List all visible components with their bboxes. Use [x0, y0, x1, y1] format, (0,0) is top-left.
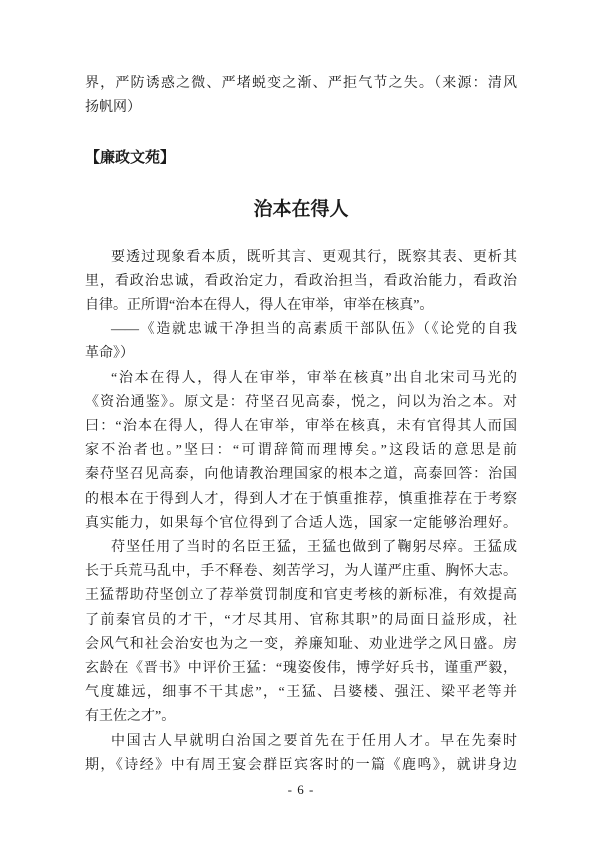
intro-paragraph [85, 72, 517, 120]
article-line: 有王佐之才”。 [85, 709, 176, 725]
article-line: 秦苻坚召见高泰，向他请教治理国家的根本之道，高泰回答：治国 [85, 467, 517, 483]
text-line: 界，严防诱惑之微、严堵蜕变之渐、严拒气节之失。（来源：清风 [85, 76, 517, 91]
article-line: 自律。正所谓“治本在得人，得人在审举，审举在核真”。 [85, 298, 434, 314]
article-line: 真实能力，如果每个官位得到了合适人选，国家一定能够治理好。 [85, 515, 517, 531]
article-line: 苻坚任用了当时的名臣王猛，王猛也做到了鞠躬尽瘁。王猛成 [111, 540, 517, 556]
article-title: 治本在得人 [253, 198, 349, 220]
article-line: 的根本在于得到人才，得到人才在于慎重推荐，慎重推荐在于考察 [85, 491, 517, 507]
article-line: 气度雄远，细事不干其虑”，“王猛、吕婆楼、强汪、梁平老等并 [85, 685, 517, 701]
article-line: 家不治者也。”坚曰：“可谓辞简而理博矣。”这段话的意思是前 [85, 443, 517, 459]
article-body [85, 246, 517, 778]
article-line: 了前秦官员的才干，“才尽其用、官称其职”的局面日益形成，社 [85, 612, 517, 628]
article-line: ——《造就忠诚干净担当的高素质干部队伍》（《论党的自我 [111, 322, 517, 338]
section-header: 【廉政文苑】 [85, 150, 176, 167]
article-line: 革命》） [85, 346, 134, 362]
article-line: 《资治通鉴》。原文是：苻坚召见高泰，悦之，问以为治之本。对 [85, 394, 517, 410]
article-line: 期，《诗经》中有周王宴会群臣宾客时的一篇《鹿鸣》，就讲身边 [85, 757, 517, 773]
article-line: 曰：“治本在得人，得人在审举，审举在核真，未有官得其人而国 [85, 419, 517, 435]
article-line: 王猛帮助苻坚创立了荐举赏罚制度和官吏考核的新标准，有效提高 [85, 588, 517, 604]
article-line: 长于兵荒马乱中，手不释卷、刻苦学习，为人谨严庄重、胸怀大志。 [85, 564, 517, 580]
article-line: “治本在得人，得人在审举，审举在核真”出自北宋司马光的 [111, 370, 517, 386]
text-line: 扬帆网） [85, 100, 141, 116]
article-line: 玄龄在《晋书》中评价王猛：“瑰姿俊伟，博学好兵书，谨重严毅， [85, 661, 517, 677]
article-line: 要透过现象看本质，既听其言、更观其行，既察其表、更析其 [111, 249, 517, 265]
page-number: - 6 - [287, 782, 315, 798]
article-line: 中国古人早就明白治国之要首先在于任用人才。早在先秦时 [111, 733, 517, 749]
article-line: 里，看政治忠诚，看政治定力，看政治担当，看政治能力，看政治 [85, 273, 517, 289]
article-line: 会风气和社会治安也为之一变，养廉知耻、劝业进学之风日盛。房 [85, 636, 517, 652]
